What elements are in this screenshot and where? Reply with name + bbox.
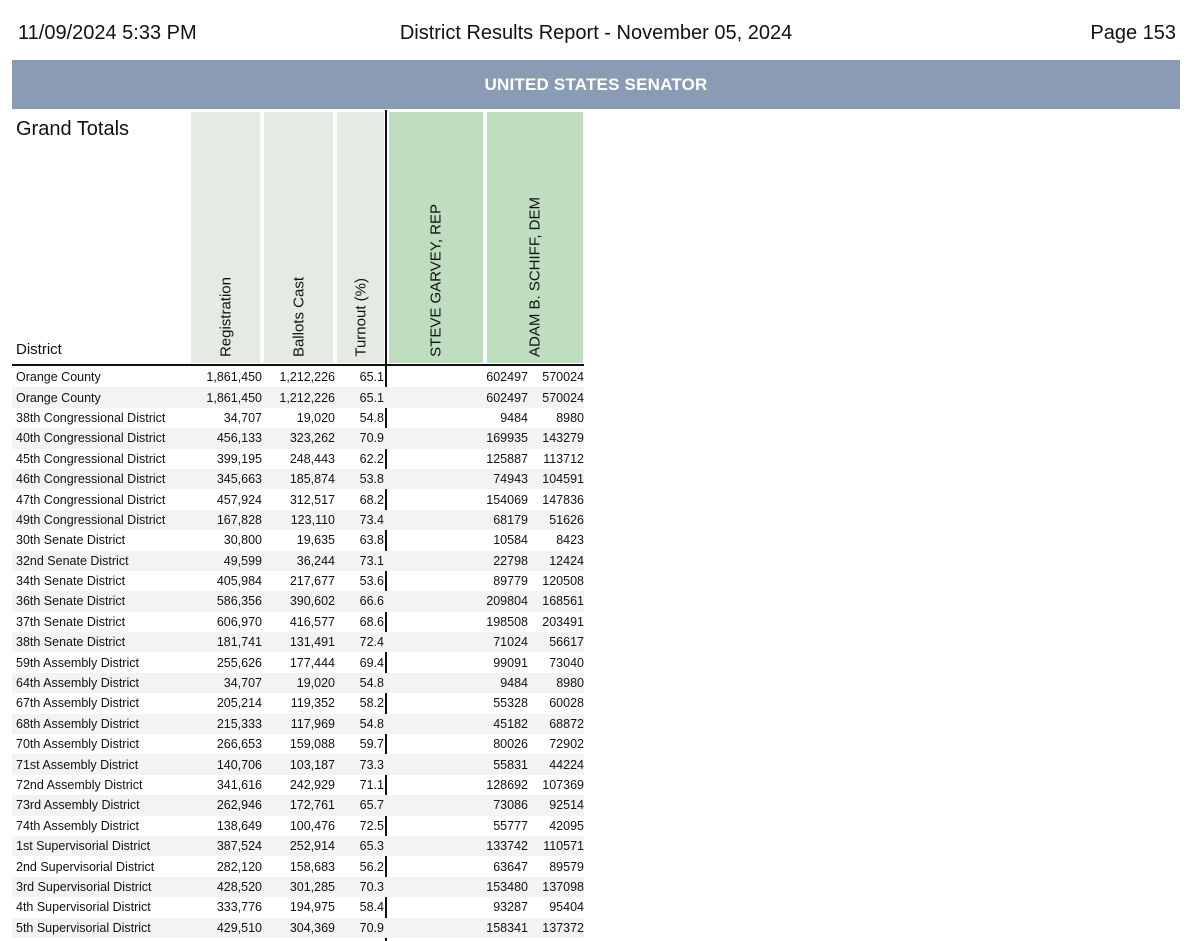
district-name-cell: 37th Senate District xyxy=(16,614,126,629)
garvey-votes-cell: 602497 xyxy=(486,390,528,405)
candidate-schiff-column-header xyxy=(487,112,583,363)
registration-cell: 30,800 xyxy=(223,533,262,548)
report-title: District Results Report - November 05, 2024 xyxy=(399,22,793,44)
table-row xyxy=(12,449,584,469)
table-row xyxy=(12,714,584,734)
ballots-cast-cell: 416,577 xyxy=(289,614,335,629)
garvey-votes-cell: 55831 xyxy=(493,757,528,772)
ballots-cast-cell: 117,969 xyxy=(290,716,335,731)
table-row xyxy=(12,795,584,815)
turnout-cell: 65.7 xyxy=(359,798,384,813)
turnout-cell: 72.4 xyxy=(359,635,384,650)
ballots-cast-cell: 1,212,226 xyxy=(279,390,335,405)
table-row xyxy=(12,918,584,938)
ballots-cast-cell: 103,187 xyxy=(289,757,335,772)
schiff-votes-cell: 8980 xyxy=(556,410,584,425)
district-name-cell: 47th Congressional District xyxy=(16,492,166,507)
district-name-cell: 4th Supervisorial District xyxy=(16,900,151,915)
registration-cell: 140,706 xyxy=(216,757,262,772)
table-row xyxy=(12,693,584,713)
table-row xyxy=(12,877,584,897)
turnout-cell: 53.8 xyxy=(359,472,384,487)
ballots-cast-cell: 194,975 xyxy=(289,900,335,915)
registration-cell: 405,984 xyxy=(216,574,262,589)
registration-cell: 34,707 xyxy=(223,410,262,425)
table-row xyxy=(12,734,584,754)
garvey-votes-cell: 198508 xyxy=(486,614,528,629)
ballots-cast-cell: 252,914 xyxy=(289,839,335,854)
registration-cell: 167,828 xyxy=(216,512,262,527)
ballots-cast-cell: 304,369 xyxy=(289,920,335,935)
schiff-votes-cell: 60028 xyxy=(549,696,584,711)
table-row xyxy=(12,856,584,876)
registration-cell: 606,970 xyxy=(216,614,262,629)
registration-cell: 215,333 xyxy=(216,716,262,731)
garvey-votes-cell: 154069 xyxy=(486,492,528,507)
garvey-votes-cell: 22798 xyxy=(493,553,528,568)
district-name-cell: 5th Supervisorial District xyxy=(16,920,151,935)
ballots-cast-column-header xyxy=(264,112,333,363)
ballots-cast-cell: 217,677 xyxy=(289,574,335,589)
schiff-votes-cell: 68872 xyxy=(549,716,584,731)
table-row xyxy=(12,530,584,550)
garvey-votes-cell: 71024 xyxy=(493,635,528,650)
garvey-votes-cell: 209804 xyxy=(486,594,528,609)
table-row xyxy=(12,367,584,387)
garvey-votes-cell: 99091 xyxy=(493,655,528,670)
schiff-votes-cell: 72902 xyxy=(549,737,584,752)
schiff-votes-cell: 120508 xyxy=(542,574,584,589)
garvey-votes-cell: 9484 xyxy=(500,410,528,425)
garvey-votes-cell: 68179 xyxy=(493,512,528,527)
district-name-cell: 36th Senate District xyxy=(16,594,126,609)
schiff-votes-cell: 143279 xyxy=(542,431,584,446)
schiff-votes-cell: 203491 xyxy=(542,614,584,629)
district-name-cell: 1st Supervisorial District xyxy=(16,839,151,854)
turnout-cell: 70.3 xyxy=(359,879,384,894)
schiff-votes-cell: 73040 xyxy=(549,655,584,670)
district-name-cell: 32nd Senate District xyxy=(16,553,129,568)
turnout-cell: 73.4 xyxy=(359,512,384,527)
district-name-cell: 45th Congressional District xyxy=(16,451,166,466)
registration-cell: 399,195 xyxy=(216,451,262,466)
turnout-cell: 54.8 xyxy=(359,676,384,691)
garvey-votes-cell: 89779 xyxy=(493,574,528,589)
district-name-cell: 73rd Assembly District xyxy=(16,798,140,813)
schiff-votes-cell: 92514 xyxy=(549,798,584,813)
ballots-cast-cell: 185,874 xyxy=(289,472,335,487)
district-name-cell: 3rd Supervisorial District xyxy=(16,879,152,894)
table-row xyxy=(12,571,584,591)
schiff-votes-cell: 137098 xyxy=(542,879,584,894)
turnout-cell: 72.5 xyxy=(359,818,384,833)
registration-cell: 49,599 xyxy=(223,553,262,568)
district-name-cell: 38th Congressional District xyxy=(16,410,166,425)
schiff-votes-cell: 56617 xyxy=(549,635,584,650)
turnout-cell: 71.1 xyxy=(359,778,384,792)
page-number: Page 153 xyxy=(1090,22,1176,44)
registration-header-label: Registration xyxy=(217,276,234,357)
turnout-cell: 58.2 xyxy=(359,696,384,711)
garvey-votes-cell: 158341 xyxy=(486,920,528,935)
district-name-cell: 40th Congressional District xyxy=(16,431,166,446)
district-name-cell: 64th Assembly District xyxy=(16,676,139,691)
garvey-votes-cell: 9484 xyxy=(500,676,528,691)
schiff-votes-cell: 137372 xyxy=(542,920,584,935)
contest-banner: UNITED STATES SENATOR xyxy=(12,60,1180,109)
garvey-votes-cell: 80026 xyxy=(493,737,528,752)
table-row xyxy=(12,612,584,632)
district-name-cell: 70th Assembly District xyxy=(16,737,139,752)
ballots-cast-cell: 172,761 xyxy=(289,798,335,813)
schiff-votes-cell: 51626 xyxy=(549,512,584,527)
schiff-votes-cell: 44224 xyxy=(549,757,584,772)
ballots-cast-header-label: Ballots Cast xyxy=(290,276,307,357)
garvey-votes-cell: 63647 xyxy=(493,859,528,874)
ballots-cast-cell: 19,020 xyxy=(296,410,335,425)
ballots-cast-cell: 1,212,226 xyxy=(279,370,335,385)
table-row xyxy=(12,510,584,530)
ballots-cast-cell: 323,262 xyxy=(289,431,335,446)
table-row xyxy=(12,469,584,489)
registration-cell: 262,946 xyxy=(216,798,262,813)
table-row xyxy=(12,428,584,448)
turnout-cell: 66.6 xyxy=(359,594,384,609)
table-row xyxy=(12,632,584,652)
turnout-cell: 73.1 xyxy=(359,553,384,568)
turnout-cell: 73.3 xyxy=(359,757,384,772)
schiff-votes-cell: 168561 xyxy=(542,594,584,609)
garvey-votes-cell: 128692 xyxy=(486,778,528,792)
table-row xyxy=(12,897,584,917)
registration-cell: 1,861,450 xyxy=(206,370,262,385)
turnout-cell: 65.1 xyxy=(359,390,384,405)
district-name-cell: 71st Assembly District xyxy=(16,757,139,772)
candidate-schiff-header-label: ADAM B. SCHIFF, DEM xyxy=(526,196,544,357)
schiff-votes-cell: 8423 xyxy=(556,533,584,548)
turnout-cell: 54.8 xyxy=(359,716,384,731)
registration-cell: 341,616 xyxy=(216,778,262,792)
district-name-cell: 49th Congressional District xyxy=(16,512,166,527)
garvey-votes-cell: 153480 xyxy=(486,879,528,894)
table-row xyxy=(12,489,584,509)
registration-cell: 34,707 xyxy=(223,676,262,691)
registration-cell: 181,741 xyxy=(216,635,262,650)
turnout-cell: 59.7 xyxy=(359,737,384,752)
registration-cell: 205,214 xyxy=(216,696,262,711)
table-row xyxy=(12,673,584,693)
garvey-votes-cell: 125887 xyxy=(486,451,528,466)
district-name-cell: 34th Senate District xyxy=(16,574,126,589)
registration-cell: 428,520 xyxy=(216,879,262,894)
ballots-cast-cell: 19,635 xyxy=(296,533,335,548)
district-name-cell: 74th Assembly District xyxy=(16,818,139,833)
candidate-garvey-header-label: STEVE GARVEY, REP xyxy=(427,204,445,357)
registration-cell: 266,653 xyxy=(216,737,262,752)
ballots-cast-cell: 248,443 xyxy=(289,451,335,466)
registration-cell: 1,861,450 xyxy=(206,390,262,405)
district-name-cell: 46th Congressional District xyxy=(16,472,166,487)
district-name-cell: 67th Assembly District xyxy=(16,696,139,711)
garvey-votes-cell: 169935 xyxy=(486,431,528,446)
garvey-votes-cell: 73086 xyxy=(493,798,528,813)
garvey-votes-cell: 55328 xyxy=(493,696,528,711)
ballots-cast-cell: 158,683 xyxy=(289,859,335,874)
table-row xyxy=(12,387,584,407)
district-name-cell: 30th Senate District xyxy=(16,533,126,548)
ballots-cast-cell: 312,517 xyxy=(289,492,335,507)
schiff-votes-cell: 95404 xyxy=(549,900,584,915)
schiff-votes-cell: 42095 xyxy=(549,818,584,833)
turnout-column-header xyxy=(337,112,384,363)
ballots-cast-cell: 242,929 xyxy=(289,778,335,792)
ballots-cast-cell: 119,352 xyxy=(290,696,335,711)
district-name-cell: Orange County xyxy=(16,390,101,405)
schiff-votes-cell: 89579 xyxy=(549,859,584,874)
turnout-cell: 68.6 xyxy=(359,614,384,629)
district-name-cell: Orange County xyxy=(16,370,101,385)
district-name-cell: 68th Assembly District xyxy=(16,716,139,731)
garvey-votes-cell: 74943 xyxy=(493,472,528,487)
turnout-cell: 65.1 xyxy=(359,370,384,385)
turnout-cell: 63.8 xyxy=(359,533,384,548)
schiff-votes-cell: 147836 xyxy=(542,492,584,507)
ballots-cast-cell: 100,476 xyxy=(289,818,335,833)
registration-cell: 282,120 xyxy=(216,859,262,874)
turnout-cell: 65.3 xyxy=(359,839,384,854)
section-title: Grand Totals xyxy=(16,118,130,140)
registration-cell: 345,663 xyxy=(216,472,262,487)
schiff-votes-cell: 107369 xyxy=(542,778,584,792)
district-name-cell: 59th Assembly District xyxy=(16,655,139,670)
ballots-cast-cell: 301,285 xyxy=(289,879,335,894)
ballots-cast-cell: 19,020 xyxy=(296,676,335,691)
turnout-cell: 68.2 xyxy=(359,492,384,507)
turnout-cell: 62.2 xyxy=(359,451,384,466)
district-name-cell: 38th Senate District xyxy=(16,635,126,650)
ballots-cast-cell: 36,244 xyxy=(296,553,335,568)
table-row xyxy=(12,775,584,795)
table-row xyxy=(12,408,584,428)
candidate-garvey-column-header xyxy=(389,112,483,363)
schiff-votes-cell: 570024 xyxy=(542,390,584,405)
table-row xyxy=(12,591,584,611)
district-name-cell: 2nd Supervisorial District xyxy=(16,859,155,874)
schiff-votes-cell: 12424 xyxy=(549,553,584,568)
schiff-votes-cell: 110571 xyxy=(543,839,584,854)
registration-cell: 429,510 xyxy=(216,920,262,935)
schiff-votes-cell: 8980 xyxy=(556,676,584,691)
report-timestamp: 11/09/2024 5:33 PM xyxy=(18,22,197,44)
turnout-cell: 53.6 xyxy=(359,574,384,589)
garvey-votes-cell: 602497 xyxy=(486,370,528,385)
registration-cell: 255,626 xyxy=(216,655,262,670)
ballots-cast-cell: 123,110 xyxy=(290,512,335,527)
garvey-votes-cell: 45182 xyxy=(493,716,528,731)
table-row xyxy=(12,836,584,856)
ballots-cast-cell: 390,602 xyxy=(289,594,335,609)
header-divider xyxy=(12,364,584,366)
garvey-votes-cell: 55777 xyxy=(493,818,528,833)
garvey-votes-cell: 93287 xyxy=(493,900,528,915)
turnout-cell: 70.9 xyxy=(359,431,384,446)
registration-cell: 586,356 xyxy=(216,594,262,609)
table-row xyxy=(12,816,584,836)
registration-cell: 387,524 xyxy=(216,839,262,854)
turnout-cell: 54.8 xyxy=(359,410,384,425)
schiff-votes-cell: 113712 xyxy=(543,451,584,466)
garvey-votes-cell: 10584 xyxy=(493,533,528,548)
district-column-header: District xyxy=(16,341,62,358)
registration-cell: 456,133 xyxy=(216,431,262,446)
schiff-votes-cell: 104591 xyxy=(542,472,584,487)
turnout-cell: 69.4 xyxy=(359,655,384,670)
table-row xyxy=(12,551,584,571)
garvey-votes-cell: 133742 xyxy=(486,839,528,854)
registration-cell: 138,649 xyxy=(216,818,262,833)
turnout-header-label: Turnout (%) xyxy=(352,278,369,357)
registration-cell: 333,776 xyxy=(216,900,262,915)
results-table xyxy=(12,367,584,938)
ballots-cast-cell: 159,088 xyxy=(289,737,335,752)
table-row xyxy=(12,754,584,774)
registration-column-header xyxy=(191,112,260,363)
district-name-cell: 72nd Assembly District xyxy=(16,778,143,792)
turnout-cell: 70.9 xyxy=(359,920,384,935)
registration-cell: 457,924 xyxy=(216,492,262,507)
turnout-cell: 56.2 xyxy=(359,859,384,874)
ballots-cast-cell: 177,444 xyxy=(289,655,335,670)
turnout-cell: 58.4 xyxy=(359,900,384,915)
table-row xyxy=(12,652,584,672)
schiff-votes-cell: 570024 xyxy=(542,370,584,385)
ballots-cast-cell: 131,491 xyxy=(289,635,335,650)
